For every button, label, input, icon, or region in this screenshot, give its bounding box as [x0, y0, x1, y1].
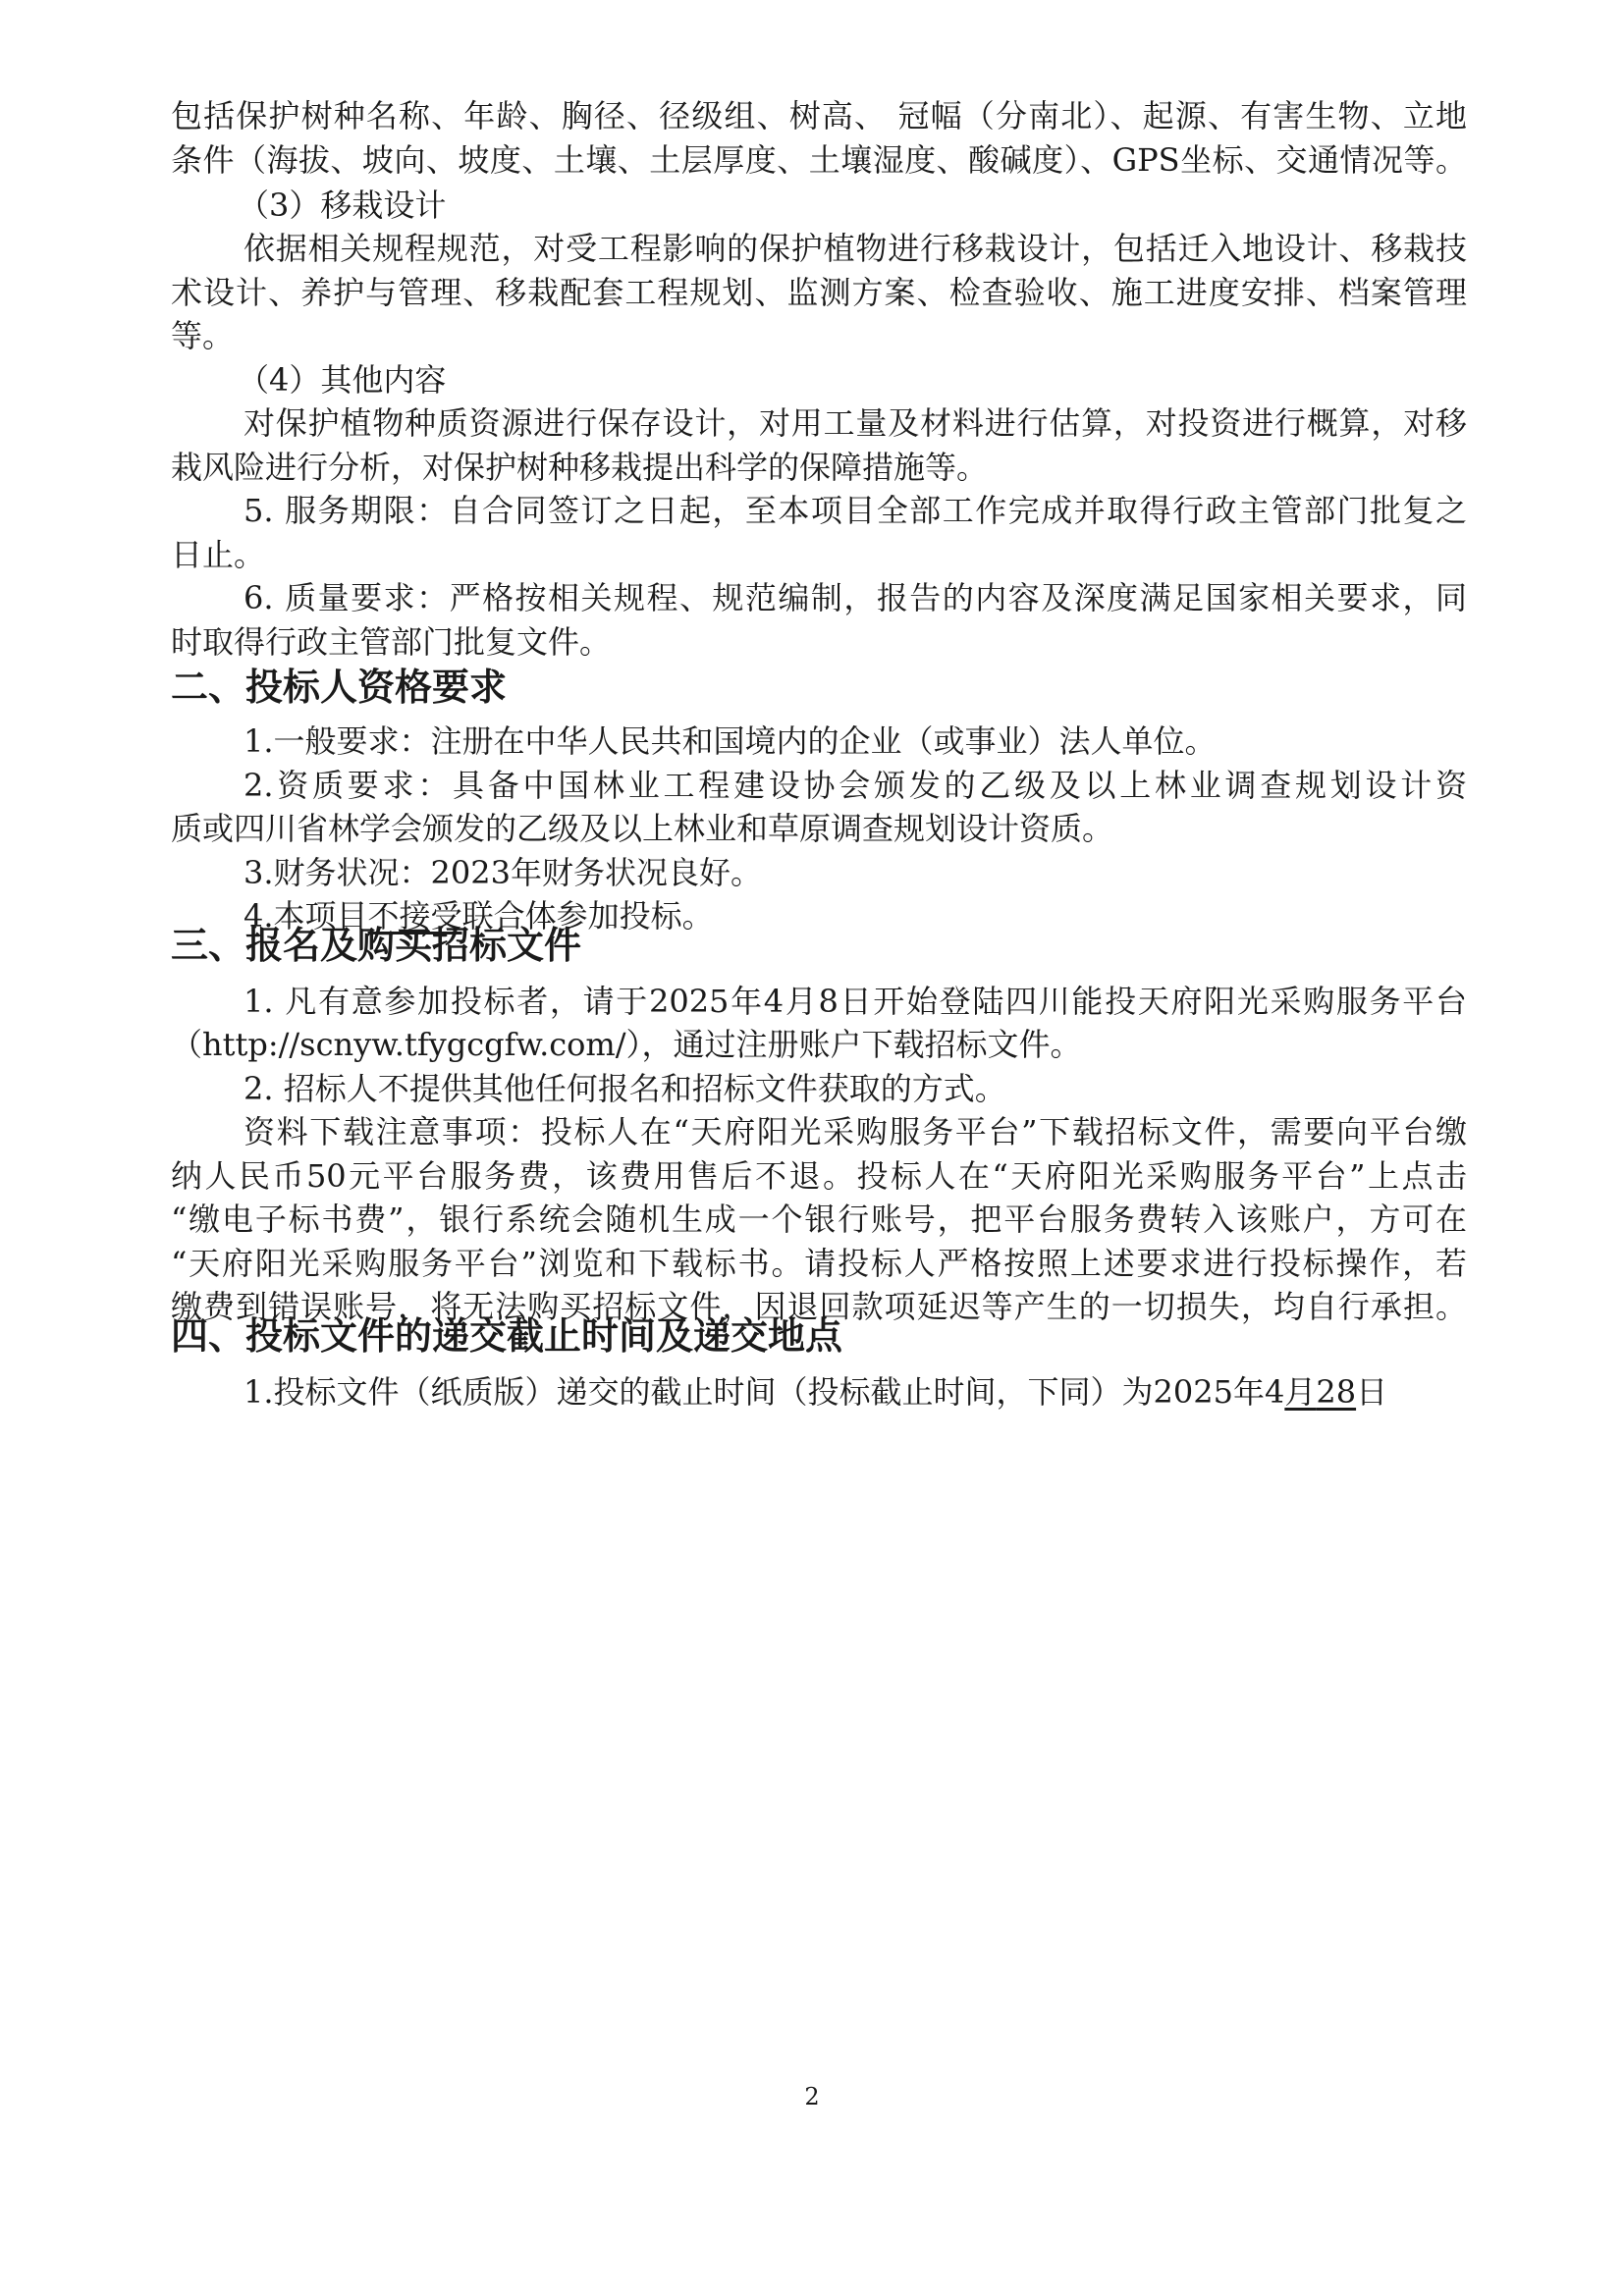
text-segment: 4.本项目 [244, 897, 368, 934]
paragraph-line: 纳人民币50元平台服务费，该费用售后不退。投标人在“天府阳光采购服务平台”上点击 [171, 1157, 1467, 1195]
underlined-text: 月 [1284, 1373, 1317, 1411]
paragraph-line: 等。 [171, 317, 235, 354]
subheading: （4）其他内容 [238, 361, 447, 399]
paragraph-line: “天府阳光采购服务平台”浏览和下载标书。请投标人严格按照上述要求进行投标操作，若 [171, 1245, 1467, 1282]
paragraph-line: 时取得行政主管部门批复文件。 [171, 623, 612, 661]
underlined-text: 28 [1316, 1373, 1357, 1411]
page-number: 2 [804, 2083, 820, 2110]
paragraph-line: 2.资质要求：具备中国林业工程建设协会颁发的乙级及以上林业调查规划设计资 [244, 767, 1467, 804]
paragraph-line: 包括保护树种名称、年龄、胸径、径级组、树高、 冠幅（分南北）、起源、有害生物、立地 [171, 97, 1467, 134]
paragraph-line: 3.财务状况：2023年财务状况良好。 [244, 854, 762, 891]
section-heading: 四、投标文件的递交截止时间及递交地点 [171, 1314, 843, 1358]
paragraph-line: 依据相关规程规范，对受工程影响的保护植物进行移栽设计，包括迁入地设计、移栽技 [244, 230, 1467, 267]
paragraph-line: 缴费到错误账号，将无法购买招标文件，因退回款项延迟等产生的一切损失，均自行承担。 [171, 1288, 1467, 1325]
underlined-text: 不接受 [367, 897, 462, 934]
text-segment: 日 [1356, 1373, 1388, 1411]
paragraph-line: 术设计、养护与管理、移栽配套工程规划、监测方案、检查验收、施工进度安排、档案管理 [171, 274, 1467, 311]
paragraph-line: 对保护植物种质资源进行保存设计，对用工量及材料进行估算，对投资进行概算，对移 [244, 404, 1467, 442]
paragraph-line: “缴电子标书费”，银行系统会随机生成一个银行账号，把平台服务费转入该账户，方可在 [171, 1201, 1467, 1238]
subheading: （3）移栽设计 [238, 187, 447, 224]
section-heading: 二、投标人资格要求 [171, 666, 508, 709]
paragraph-line: 1. 凡有意参加投标者，请于2025年4月8日开始登陆四川能投天府阳光采购服务平台 [244, 983, 1467, 1020]
paragraph-line: 2. 招标人不提供其他任何报名和招标文件获取的方式。 [244, 1070, 1006, 1107]
paragraph-line: 条件（海拔、坡向、坡度、土壤、土层厚度、土壤湿度、酸碱度）、GPS坐标、交通情况等。 [171, 141, 1467, 179]
paragraph-line: 6. 质量要求：严格按相关规程、规范编制，报告的内容及深度满足国家相关要求，同 [244, 579, 1467, 616]
paragraph-line: 质或四川省林学会颁发的乙级及以上林业和草原调查规划设计资质。 [171, 810, 1114, 847]
section-heading: 三、报名及购买招标文件 [171, 924, 582, 967]
paragraph-line [244, 1372, 1467, 1412]
paragraph-line: 1.一般要求：注册在中华人民共和国境内的企业（或事业）法人单位。 [244, 722, 1217, 760]
text-segment: 联合体参加投标。 [461, 897, 714, 934]
paragraph-line: （http://scnyw.tfygcgfw.com/），通过注册账户下载招标文件。 [171, 1026, 1082, 1063]
paragraph-line: 栽风险进行分析，对保护树种移栽提出科学的保障措施等。 [171, 449, 989, 486]
text-segment: 1.投标文件（纸质版）递交的截止时间（投标截止时间，下同）为2025年4 [244, 1373, 1285, 1411]
paragraph-line: 资料下载注意事项：投标人在“天府阳光采购服务平台”下载招标文件，需要向平台缴 [244, 1113, 1467, 1150]
paragraph-line: 日止。 [171, 536, 266, 573]
paragraph-line: 5. 服务期限：自合同签订之日起，至本项目全部工作完成并取得行政主管部门批复之 [244, 492, 1467, 529]
